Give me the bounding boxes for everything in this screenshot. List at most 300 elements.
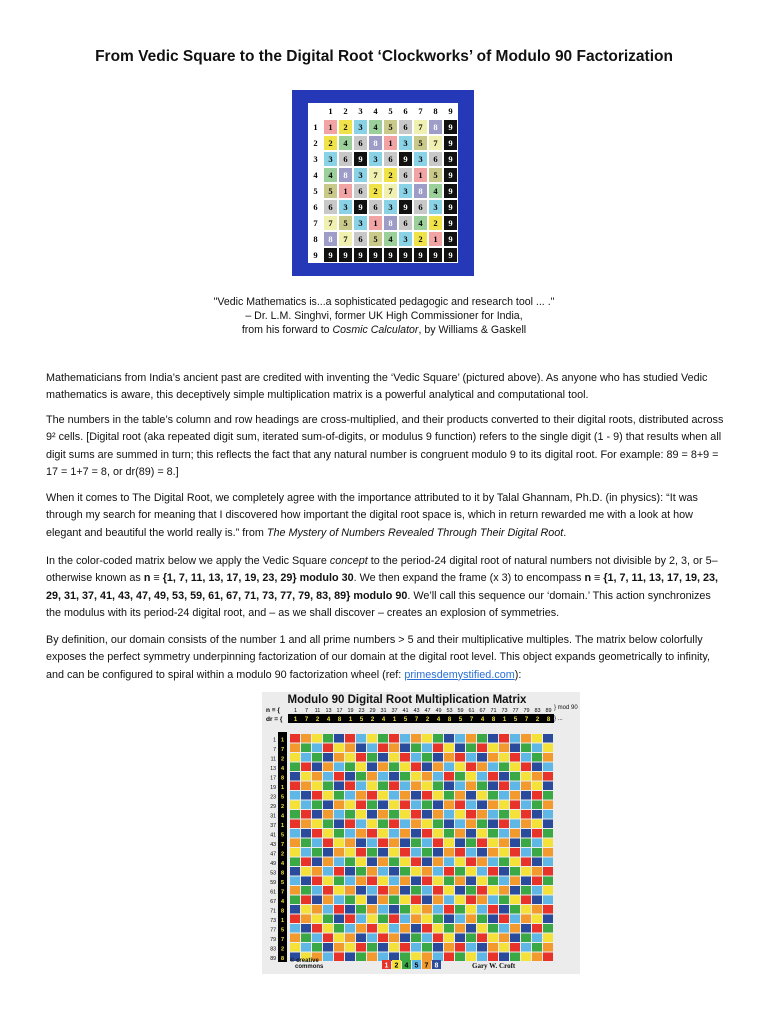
mod90-cell [422, 858, 432, 867]
mod90-cell [521, 934, 531, 943]
mod90-cell [378, 782, 388, 791]
mod90-cell [411, 953, 421, 962]
mod90-col-dr: 7 [524, 717, 529, 723]
mod90-cell [323, 924, 333, 933]
mod90-cell [378, 934, 388, 943]
vedic-cell: 2 [413, 231, 428, 247]
mod90-cell [312, 753, 322, 762]
mod90-cell [345, 924, 355, 933]
mod90-cell [345, 858, 355, 867]
mod90-cell [356, 896, 366, 905]
mod90-cell [422, 839, 432, 848]
mod90-cell [455, 877, 465, 886]
mod90-cell [389, 848, 399, 857]
mod90-cell [532, 934, 542, 943]
mod90-cell [422, 829, 432, 838]
mod90-col-dr: 4 [381, 717, 386, 723]
vedic-cell: 9 [443, 135, 458, 151]
mod90-cell [499, 924, 509, 933]
mod90-col-dr: 2 [370, 717, 375, 723]
mod90-cell [510, 763, 520, 772]
mod90-cell [400, 782, 410, 791]
mod90-cell [488, 905, 498, 914]
mod90-cell [301, 915, 311, 924]
mod90-cell [312, 734, 322, 743]
mod90-cell [367, 943, 377, 952]
mod90-cell [488, 943, 498, 952]
mod90-cell [532, 886, 542, 895]
mod90-cell [444, 829, 454, 838]
mod90-cell [389, 915, 399, 924]
mod90-cell [367, 867, 377, 876]
mod90-cell [389, 791, 399, 800]
mod90-cell [290, 734, 300, 743]
mod90-cell [543, 915, 553, 924]
mod90-col-header: 77 [512, 708, 519, 714]
mod90-cell [477, 953, 487, 962]
mod90-cell [312, 791, 322, 800]
mod90-row-dr: 1 [280, 737, 285, 744]
mod90-cell [312, 744, 322, 753]
mod90-cell [433, 753, 443, 762]
mod90-cell [488, 886, 498, 895]
vedic-cell: 9 [443, 151, 458, 167]
mod90-cell [422, 810, 432, 819]
mod90-cell [345, 905, 355, 914]
mod90-cell [532, 943, 542, 952]
mod90-cell [345, 753, 355, 762]
mod90-cell [444, 886, 454, 895]
mod90-cell [356, 915, 366, 924]
mod90-cell [345, 810, 355, 819]
mod90-cell [334, 744, 344, 753]
mod90-cell [411, 924, 421, 933]
mod90-cell [433, 848, 443, 857]
mod90-cell [312, 877, 322, 886]
vedic-cell: 6 [353, 183, 368, 199]
vedic-cell: 9 [443, 167, 458, 183]
mod90-cell [543, 934, 553, 943]
mod90-row-header: 73 [270, 918, 276, 924]
mod90-cell [367, 924, 377, 933]
mod90-col-header: 19 [347, 708, 354, 714]
mod90-cell [411, 772, 421, 781]
mod90-cell [323, 829, 333, 838]
mod90-cell [521, 905, 531, 914]
mod90-cell [378, 953, 388, 962]
mod90-cell [510, 877, 520, 886]
mod90-cell [290, 829, 300, 838]
mod90-cell [290, 820, 300, 829]
mod90-row-header: 43 [270, 842, 276, 848]
mod90-cell [444, 801, 454, 810]
vedic-cell: 6 [353, 135, 368, 151]
mod90-row-header: 17 [270, 775, 276, 782]
mod90-cell [433, 791, 443, 800]
mod90-cell [499, 829, 509, 838]
mod90-cell [466, 753, 476, 762]
mod90-row-dr: 8 [280, 870, 285, 877]
vedic-cell: 3 [398, 231, 413, 247]
mod90-col-dr: 8 [337, 717, 342, 723]
mod90-cell [356, 924, 366, 933]
mod90-col-header: 49 [435, 708, 442, 714]
mod90-col-header: 11 [314, 708, 321, 714]
mod90-cell [444, 924, 454, 933]
mod90-cell [323, 886, 333, 895]
vedic-cell: 6 [398, 119, 413, 135]
mod90-row-dr: 4 [280, 861, 285, 867]
mod90-cell [466, 867, 476, 876]
mod90-cell [290, 867, 300, 876]
mod90-cell [345, 877, 355, 886]
mod90-cell [400, 753, 410, 762]
mod90-row-header: 11 [270, 756, 276, 763]
mod90-cell [356, 839, 366, 848]
mod90-cell [444, 934, 454, 943]
mod90-col-dr: 7 [414, 717, 419, 723]
mod90-row-dr: 1 [280, 823, 285, 829]
mod90-col-header: 59 [457, 708, 464, 714]
mod90-cell [334, 839, 344, 848]
mod90-cell [356, 753, 366, 762]
mod90-row-dr: 5 [280, 927, 285, 934]
mod90-cell [532, 763, 542, 772]
mod90-cell [312, 886, 322, 895]
mod90-cell [521, 953, 531, 962]
mod90-row-header: 29 [270, 804, 276, 810]
mod90-cell [290, 905, 300, 914]
mod90-cell [411, 905, 421, 914]
mod90-col-header: 13 [325, 708, 332, 714]
mod90-cell [411, 943, 421, 952]
mod90-cell [521, 782, 531, 791]
mod90-cell [301, 734, 311, 743]
vedic-cell: 9 [353, 151, 368, 167]
mod90-cell [411, 782, 421, 791]
mod90-row-header: 77 [270, 927, 276, 934]
mod90-cell [356, 810, 366, 819]
mod90-cell [455, 772, 465, 781]
mod90-cell [422, 934, 432, 943]
mod90-row-dr: 5 [280, 832, 285, 839]
mod90-cell [488, 924, 498, 933]
mod90-cell [477, 763, 487, 772]
mod90-row-header: 53 [270, 870, 276, 877]
mod90-cell [323, 763, 333, 772]
mod90-cell [334, 905, 344, 914]
mod90-cell [411, 886, 421, 895]
mod90-row-dr: 2 [280, 804, 285, 810]
mod90-row-dr: 5 [280, 794, 285, 801]
vedic-cell: 9 [353, 247, 368, 263]
mod90-cell [378, 734, 388, 743]
mod90-cell [334, 924, 344, 933]
mod90-row-header: 7 [273, 747, 276, 753]
mod90-cell [389, 896, 399, 905]
vedic-header-cell: 7 [413, 103, 428, 119]
mod90-cell [422, 801, 432, 810]
vedic-row-header: 2 [308, 135, 323, 151]
mod90-cell [543, 744, 553, 753]
mod90-col-header: 29 [369, 708, 376, 714]
mod90-cell [455, 886, 465, 895]
mod90-cell [323, 810, 333, 819]
mod90-cell [433, 953, 443, 962]
mod90-cell [312, 772, 322, 781]
mod90-cell [477, 877, 487, 886]
mod90-cell [389, 858, 399, 867]
mod90-cell [334, 772, 344, 781]
vedic-cell: 7 [338, 231, 353, 247]
vedic-cell: 8 [383, 215, 398, 231]
mod90-cell [378, 763, 388, 772]
mod90-cell [455, 905, 465, 914]
mod90-cell [345, 782, 355, 791]
mod90-cell [400, 839, 410, 848]
mod90-cell [323, 858, 333, 867]
mod90-cell [543, 820, 553, 829]
mod90-col-header: 17 [336, 708, 343, 714]
mod90-cell [433, 734, 443, 743]
mod90-cell [543, 924, 553, 933]
mod90-col-dr: 8 [491, 717, 496, 723]
mod90-cell [499, 886, 509, 895]
mod90-col-header: 67 [479, 708, 486, 714]
mod90-cell [290, 744, 300, 753]
mod90-cell [312, 858, 322, 867]
mod90-cell [433, 839, 443, 848]
mod90-cell [521, 820, 531, 829]
paragraph-1: Mathematicians from India’s ancient past are credited with inventing the ‘Vedic Square’ (pictured above). As anyone who has studied Vedic mathematics is aware, this deceptively simple multiplication matrix is a powerful analytical and computational tool. [46, 372, 708, 402]
vedic-cell: 7 [368, 167, 383, 183]
vedic-cell: 3 [428, 199, 443, 215]
mod90-cell [334, 867, 344, 876]
mod90-cell [488, 772, 498, 781]
mod90-cell [389, 753, 399, 762]
mod90-cell [466, 877, 476, 886]
vedic-cell: 9 [443, 231, 458, 247]
mod90-row-header: 67 [270, 899, 276, 905]
mod90-row-dr: 8 [280, 908, 285, 915]
mod90-cell [411, 810, 421, 819]
mod90-cell [389, 867, 399, 876]
mod90-cell [400, 772, 410, 781]
mod90-cell [334, 943, 344, 952]
vedic-cell: 3 [323, 151, 338, 167]
mod90-col-header: 71 [490, 708, 497, 714]
mod90-cell [499, 782, 509, 791]
mod90-cell [433, 858, 443, 867]
mod90-cell [433, 763, 443, 772]
mod90-cell [334, 810, 344, 819]
mod90-cell [444, 915, 454, 924]
mod90-col-dr: 2 [315, 717, 320, 723]
mod90-cell [367, 896, 377, 905]
mod90-cell [345, 953, 355, 962]
mod90-cell [323, 734, 333, 743]
vedic-cell: 8 [323, 231, 338, 247]
mod90-cell [499, 877, 509, 886]
mod90-col-header: 79 [523, 708, 530, 714]
mod90-cell [466, 829, 476, 838]
mod90-cell [455, 943, 465, 952]
mod90-cell [367, 934, 377, 943]
mod90-cell [411, 839, 421, 848]
mod90-row-header: 1 [273, 737, 276, 744]
mod90-cell [334, 763, 344, 772]
mod90-cell [367, 858, 377, 867]
vedic-cell: 8 [428, 119, 443, 135]
mod90-cell [334, 896, 344, 905]
mod90-cell [345, 848, 355, 857]
mod90-col-dr: 5 [513, 717, 518, 723]
mod90-cell [312, 896, 322, 905]
mod90-cell [312, 829, 322, 838]
mod90-cell [389, 943, 399, 952]
matrix-author: Gary W. Croft [472, 962, 516, 970]
vedic-cell: 6 [368, 199, 383, 215]
mod90-cell [510, 905, 520, 914]
mod90-cell [466, 820, 476, 829]
mod90-legend-label: 1 [384, 962, 389, 970]
mod90-cell [466, 858, 476, 867]
mod90-row-header: 59 [270, 880, 276, 886]
mod90-cell [290, 810, 300, 819]
mod90-cell [378, 801, 388, 810]
mod90-cell [433, 896, 443, 905]
mod90-col-header: 37 [391, 708, 398, 714]
mod90-cell [378, 877, 388, 886]
vedic-cell: 3 [413, 151, 428, 167]
primesdemystified-link[interactable]: primesdemystified.com [404, 668, 515, 681]
mod90-cell [290, 772, 300, 781]
mod90-cell [488, 896, 498, 905]
mod90-cell [543, 905, 553, 914]
mod90-cell [499, 858, 509, 867]
mod90-cell [521, 801, 531, 810]
mod90-cell [301, 820, 311, 829]
vedic-header-cell: 2 [338, 103, 353, 119]
mod90-cell [367, 886, 377, 895]
mod90-cell [301, 867, 311, 876]
mod90-cell [477, 829, 487, 838]
mod90-cell [532, 810, 542, 819]
mod90-col-dr: 2 [535, 717, 540, 723]
mod90-cell [455, 858, 465, 867]
mod90-cell [488, 915, 498, 924]
mod90-cell [444, 734, 454, 743]
mod90-col-dr: 1 [502, 717, 507, 723]
mod90-cell [389, 734, 399, 743]
mod90-cell [356, 801, 366, 810]
mod90-row-dr: 7 [280, 842, 285, 848]
mod90-row-header: 41 [270, 832, 276, 839]
paragraph-2: The numbers in the table’s column and row headings are cross-multiplied, and their products converted to their digital roots, distributed across 9² cells. [Digital root (aka repeated digit sum, iterated sum-of-digits, or modulus 9 function) refers to the single digit (1 - 9) that results when all digit sums are summed in turn; this reflects the fact that any natural number is congruent modulo 9 to its digital root. For example: 89 = 8+9 = 17 = 1+7 = 8, or dr(89) = 8.] [46, 414, 724, 478]
vedic-cell: 2 [428, 215, 443, 231]
mod90-cell [433, 915, 443, 924]
mod90-col-dr: 8 [447, 717, 452, 723]
mod90-cell [510, 867, 520, 876]
mod90-cell [400, 915, 410, 924]
vedic-cell: 1 [383, 135, 398, 151]
mod90-cell [411, 877, 421, 886]
mod90-cell [444, 848, 454, 857]
mod90-cell [323, 943, 333, 952]
mod90-cell [367, 810, 377, 819]
vedic-cell: 1 [338, 183, 353, 199]
vedic-cell: 2 [368, 183, 383, 199]
mod90-cell [510, 943, 520, 952]
mod90-cell [378, 915, 388, 924]
mod90-cell [345, 734, 355, 743]
mod90-cell [488, 801, 498, 810]
mod90-cell [334, 934, 344, 943]
vedic-cell: 6 [398, 215, 413, 231]
mod90-cell [345, 829, 355, 838]
mod90-cell [356, 848, 366, 857]
mod90-cell [543, 858, 553, 867]
mod90-cell [345, 772, 355, 781]
mod90-cell [510, 886, 520, 895]
mod90-cell [400, 905, 410, 914]
mod90-cell [389, 877, 399, 886]
mod90-cell [543, 753, 553, 762]
creative-commons-logo: © creative commons [290, 958, 324, 970]
mod90-cell [411, 763, 421, 772]
mod90-cell [444, 943, 454, 952]
mod90-cell [543, 763, 553, 772]
mod90-cell [290, 877, 300, 886]
document-title: From Vedic Square to the Digital Root ‘Clockworks’ of Modulo 90 Factorization [95, 48, 673, 65]
mod90-cell [521, 943, 531, 952]
mod90-row-dr: 2 [280, 851, 285, 858]
mod90-cell [444, 839, 454, 848]
vedic-cell: 4 [428, 183, 443, 199]
mod90-cell [378, 896, 388, 905]
mod90-cell [422, 791, 432, 800]
vedic-cell: 7 [323, 215, 338, 231]
mod90-cell [532, 867, 542, 876]
vedic-cell: 9 [398, 247, 413, 263]
mod90-cell [356, 943, 366, 952]
mod90-cell [532, 829, 542, 838]
mod90-cell [477, 896, 487, 905]
mod90-cell [455, 753, 465, 762]
mod90-cell [312, 810, 322, 819]
mod90-cell [312, 839, 322, 848]
mod90-cell [455, 744, 465, 753]
mod90-cell [389, 886, 399, 895]
mod90-cell [488, 820, 498, 829]
mod90-cell [323, 801, 333, 810]
mod90-cell [488, 791, 498, 800]
mod90-col-header: 1 [293, 708, 298, 714]
mod90-cell [367, 801, 377, 810]
mod90-cell [477, 791, 487, 800]
mod90-cell [521, 839, 531, 848]
mod90-cell [422, 734, 432, 743]
mod90-cell [466, 744, 476, 753]
vedic-cell: 9 [368, 247, 383, 263]
mod90-cell [411, 820, 421, 829]
mod90-cell [510, 801, 520, 810]
mod90-cell [323, 782, 333, 791]
mod90-cell [334, 753, 344, 762]
mod90-cell [400, 877, 410, 886]
mod90-cell [334, 734, 344, 743]
mod90-cell [323, 848, 333, 857]
